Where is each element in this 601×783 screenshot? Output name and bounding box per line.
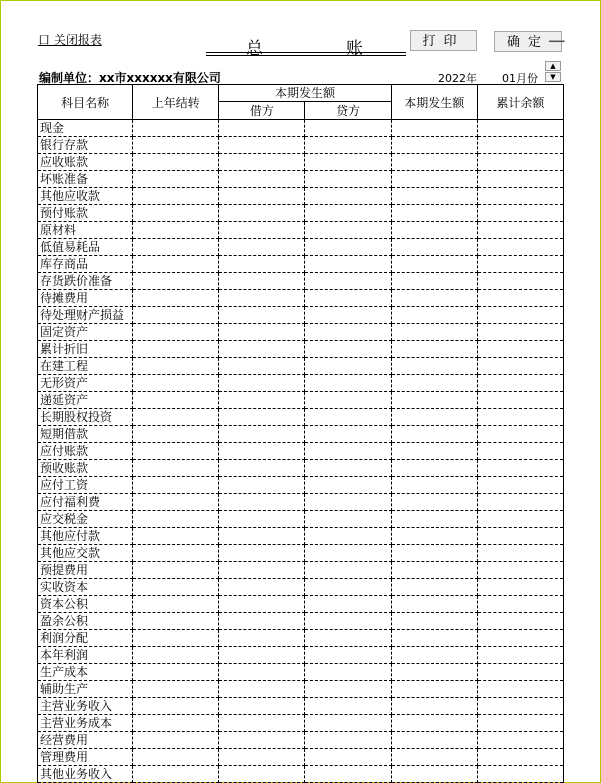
amount-cell[interactable] [219,511,305,528]
amount-cell[interactable] [477,341,563,358]
account-name-cell: 生产成本 [38,664,133,681]
col-header-accumulated: 累计余额 [477,85,563,120]
amount-cell[interactable] [391,545,477,562]
amount-cell[interactable] [133,307,219,324]
table-row [38,409,564,426]
account-name-cell: 资本公积 [38,596,133,613]
amount-cell[interactable] [133,494,219,511]
amount-cell[interactable] [391,154,477,171]
amount-cell[interactable] [305,732,391,749]
account-name-cell: 盈余公积 [38,613,133,630]
account-name-cell: 本年利润 [38,647,133,664]
amount-cell[interactable] [477,562,563,579]
amount-cell[interactable] [133,664,219,681]
amount-cell[interactable] [477,443,563,460]
amount-cell[interactable] [219,324,305,341]
amount-cell[interactable] [305,205,391,222]
table-row [38,698,564,715]
amount-cell[interactable] [305,562,391,579]
account-name-cell: 递延资产 [38,392,133,409]
amount-cell[interactable] [219,766,305,783]
account-name-cell: 实收资本 [38,579,133,596]
amount-cell[interactable] [477,290,563,307]
account-name-cell: 库存商品 [38,256,133,273]
amount-cell[interactable] [477,239,563,256]
account-name-cell: 应付福利费 [38,494,133,511]
amount-cell[interactable] [305,171,391,188]
amount-cell[interactable] [133,698,219,715]
amount-cell[interactable] [219,664,305,681]
amount-cell[interactable] [133,375,219,392]
table-row [38,596,564,613]
amount-cell[interactable] [391,596,477,613]
amount-cell[interactable] [391,630,477,647]
amount-cell[interactable] [477,307,563,324]
col-header-period-amount: 本期发生额 [391,85,477,120]
amount-cell[interactable] [391,494,477,511]
account-name-cell: 预提费用 [38,562,133,579]
amount-cell[interactable] [391,426,477,443]
amount-cell[interactable] [391,698,477,715]
month-up-icon[interactable]: ▲ [545,61,561,71]
amount-cell[interactable] [477,494,563,511]
print-button[interactable]: 打印 [410,30,477,51]
amount-cell[interactable] [305,154,391,171]
amount-cell[interactable] [391,562,477,579]
amount-cell[interactable] [305,664,391,681]
amount-cell[interactable] [133,715,219,732]
amount-cell[interactable] [219,528,305,545]
amount-cell[interactable] [305,698,391,715]
amount-cell[interactable] [477,273,563,290]
amount-cell[interactable] [391,749,477,766]
amount-cell[interactable] [391,579,477,596]
amount-cell[interactable] [133,120,219,137]
account-name-cell: 管理费用 [38,749,133,766]
col-header-period-activity: 本期发生额 [219,85,391,102]
amount-cell[interactable] [305,307,391,324]
table-row [38,528,564,545]
table-row [38,647,564,664]
account-name-cell: 其他应交款 [38,545,133,562]
account-name-cell: 坏账准备 [38,171,133,188]
amount-cell[interactable] [477,715,563,732]
amount-cell[interactable] [219,630,305,647]
amount-cell[interactable] [391,443,477,460]
amount-cell[interactable] [219,715,305,732]
amount-cell[interactable] [391,375,477,392]
amount-cell[interactable] [477,477,563,494]
amount-cell[interactable] [219,273,305,290]
amount-cell[interactable] [391,647,477,664]
amount-cell[interactable] [305,715,391,732]
account-name-cell: 无形资产 [38,375,133,392]
account-name-cell: 应付工资 [38,477,133,494]
amount-cell[interactable] [305,273,391,290]
amount-cell[interactable] [391,681,477,698]
confirm-button[interactable]: 确定 [494,31,562,52]
amount-cell[interactable] [133,596,219,613]
account-name-cell: 银行存款 [38,137,133,154]
amount-cell[interactable] [391,290,477,307]
amount-cell[interactable] [305,409,391,426]
table-row [38,613,564,630]
amount-cell[interactable] [219,239,305,256]
amount-cell[interactable] [305,494,391,511]
amount-cell[interactable] [219,154,305,171]
amount-cell[interactable] [477,358,563,375]
amount-cell[interactable] [477,120,563,137]
amount-cell[interactable] [133,613,219,630]
amount-cell[interactable] [477,205,563,222]
amount-cell[interactable] [219,749,305,766]
account-name-cell: 在建工程 [38,358,133,375]
amount-cell[interactable] [133,426,219,443]
table-row [38,766,564,783]
amount-cell[interactable] [219,596,305,613]
table-row [38,494,564,511]
amount-cell[interactable] [391,341,477,358]
amount-cell[interactable] [219,307,305,324]
col-header-credit: 贷方 [305,102,391,120]
amount-cell[interactable] [391,324,477,341]
amount-cell[interactable] [133,205,219,222]
title-underline-double [206,55,406,56]
amount-cell[interactable] [477,426,563,443]
account-name-cell: 利润分配 [38,630,133,647]
amount-cell[interactable] [133,324,219,341]
amount-cell[interactable] [477,647,563,664]
title-underline [206,52,406,53]
table-row [38,630,564,647]
amount-cell[interactable] [305,120,391,137]
amount-cell[interactable] [219,494,305,511]
table-row [38,579,564,596]
amount-cell[interactable] [133,188,219,205]
month-label: 01月份 [502,72,538,85]
table-row [38,358,564,375]
amount-cell[interactable] [133,681,219,698]
amount-cell[interactable] [219,562,305,579]
amount-cell[interactable] [477,392,563,409]
amount-cell[interactable] [391,460,477,477]
amount-cell[interactable] [133,358,219,375]
amount-cell[interactable] [305,477,391,494]
amount-cell[interactable] [219,460,305,477]
amount-cell[interactable] [477,154,563,171]
amount-cell[interactable] [391,222,477,239]
table-row [38,681,564,698]
table-row [38,324,564,341]
amount-cell[interactable] [305,239,391,256]
amount-cell[interactable] [219,171,305,188]
account-name-cell: 应收账款 [38,154,133,171]
amount-cell[interactable] [219,545,305,562]
amount-cell[interactable] [477,528,563,545]
table-row [38,256,564,273]
clipped-glyph: ▔▔ [549,42,565,53]
amount-cell[interactable] [133,239,219,256]
amount-cell[interactable] [477,698,563,715]
account-name-cell: 存货跌价准备 [38,273,133,290]
amount-cell[interactable] [477,596,563,613]
amount-cell[interactable] [133,290,219,307]
amount-cell[interactable] [305,596,391,613]
account-name-cell: 其他应付款 [38,528,133,545]
account-name-cell: 累计折旧 [38,341,133,358]
amount-cell[interactable] [305,256,391,273]
amount-cell[interactable] [133,460,219,477]
amount-cell[interactable] [477,681,563,698]
amount-cell[interactable] [305,613,391,630]
amount-cell[interactable] [391,477,477,494]
amount-cell[interactable] [477,545,563,562]
company-unit-label: 编制单位：xx市xxxxxx有限公司 [39,71,221,85]
amount-cell[interactable] [477,222,563,239]
amount-cell[interactable] [477,171,563,188]
amount-cell[interactable] [133,154,219,171]
amount-cell[interactable] [477,137,563,154]
amount-cell[interactable] [133,647,219,664]
amount-cell[interactable] [133,477,219,494]
amount-cell[interactable] [305,222,391,239]
amount-cell[interactable] [219,120,305,137]
ledger-table [37,84,564,783]
amount-cell[interactable] [391,511,477,528]
amount-cell[interactable] [305,426,391,443]
amount-cell[interactable] [477,188,563,205]
amount-cell[interactable] [477,409,563,426]
table-row [38,749,564,766]
amount-cell[interactable] [391,256,477,273]
amount-cell[interactable] [219,290,305,307]
amount-cell[interactable] [133,562,219,579]
amount-cell[interactable] [305,188,391,205]
amount-cell[interactable] [391,205,477,222]
amount-cell[interactable] [391,188,477,205]
amount-cell[interactable] [477,511,563,528]
col-header-subject: 科目名称 [38,85,133,120]
amount-cell[interactable] [219,341,305,358]
amount-cell[interactable] [133,222,219,239]
title-part-2: 账 [346,39,363,59]
amount-cell[interactable] [391,409,477,426]
amount-cell[interactable] [391,528,477,545]
amount-cell[interactable] [477,460,563,477]
amount-cell[interactable] [219,358,305,375]
amount-cell[interactable] [391,613,477,630]
amount-cell[interactable] [305,137,391,154]
amount-cell[interactable] [219,256,305,273]
table-row [38,664,564,681]
amount-cell[interactable] [133,630,219,647]
table-row [38,392,564,409]
amount-cell[interactable] [477,732,563,749]
amount-cell[interactable] [219,477,305,494]
account-name-cell: 待摊费用 [38,290,133,307]
amount-cell[interactable] [305,749,391,766]
amount-cell[interactable] [133,579,219,596]
amount-cell[interactable] [219,426,305,443]
table-row [38,290,564,307]
col-header-prev-balance: 上年结转 [133,85,219,120]
amount-cell[interactable] [219,647,305,664]
table-row [38,426,564,443]
amount-cell[interactable] [477,256,563,273]
account-name-cell: 其他应收款 [38,188,133,205]
table-row [38,443,564,460]
table-row [38,562,564,579]
amount-cell[interactable] [219,681,305,698]
table-row [38,511,564,528]
amount-cell[interactable] [133,256,219,273]
close-report-link[interactable]: 口 关闭报表 [38,33,102,47]
amount-cell[interactable] [133,392,219,409]
table-row [38,239,564,256]
table-row [38,273,564,290]
amount-cell[interactable] [219,698,305,715]
account-name-cell: 现金 [38,120,133,137]
amount-cell[interactable] [305,528,391,545]
amount-cell[interactable] [391,273,477,290]
amount-cell[interactable] [305,358,391,375]
amount-cell[interactable] [391,664,477,681]
amount-cell[interactable] [477,664,563,681]
amount-cell[interactable] [219,392,305,409]
account-name-cell: 应交税金 [38,511,133,528]
amount-cell[interactable] [305,460,391,477]
amount-cell[interactable] [133,511,219,528]
table-row [38,137,564,154]
amount-cell[interactable] [219,137,305,154]
amount-cell[interactable] [391,392,477,409]
ledger-body [38,120,564,783]
account-name-cell: 应付账款 [38,443,133,460]
table-row [38,341,564,358]
table-row [38,188,564,205]
table-row [38,715,564,732]
amount-cell[interactable] [477,375,563,392]
table-row [38,154,564,171]
amount-cell[interactable] [391,732,477,749]
amount-cell[interactable] [133,545,219,562]
amount-cell[interactable] [391,307,477,324]
table-row [38,375,564,392]
amount-cell[interactable] [305,545,391,562]
amount-cell[interactable] [305,766,391,783]
amount-cell[interactable] [219,375,305,392]
amount-cell[interactable] [133,273,219,290]
amount-cell[interactable] [391,715,477,732]
account-name-cell: 其他业务收入 [38,766,133,783]
amount-cell[interactable] [305,375,391,392]
table-row [38,222,564,239]
table-row [38,205,564,222]
amount-cell[interactable] [305,324,391,341]
title-part-1: 总 [246,39,264,59]
amount-cell[interactable] [133,341,219,358]
table-row [38,732,564,749]
account-name-cell: 预收账款 [38,460,133,477]
account-name-cell: 主营业务成本 [38,715,133,732]
table-row [38,120,564,137]
amount-cell[interactable] [477,766,563,783]
amount-cell[interactable] [477,749,563,766]
amount-cell[interactable] [133,528,219,545]
amount-cell[interactable] [133,171,219,188]
table-row [38,477,564,494]
amount-cell[interactable] [477,613,563,630]
amount-cell[interactable] [133,137,219,154]
amount-cell[interactable] [219,188,305,205]
amount-cell[interactable] [133,766,219,783]
amount-cell[interactable] [305,511,391,528]
amount-cell[interactable] [133,749,219,766]
amount-cell[interactable] [219,409,305,426]
account-name-cell: 原材料 [38,222,133,239]
amount-cell[interactable] [133,443,219,460]
amount-cell[interactable] [305,290,391,307]
amount-cell[interactable] [391,358,477,375]
amount-cell[interactable] [477,630,563,647]
amount-cell[interactable] [305,681,391,698]
amount-cell[interactable] [219,579,305,596]
account-name-cell: 低值易耗品 [38,239,133,256]
amount-cell[interactable] [391,137,477,154]
year-label: 2022年 [438,72,477,85]
amount-cell[interactable] [219,205,305,222]
table-row [38,545,564,562]
amount-cell[interactable] [219,732,305,749]
amount-cell[interactable] [391,766,477,783]
page-title [206,34,406,59]
month-down-icon[interactable]: ▼ [545,72,561,82]
amount-cell[interactable] [133,409,219,426]
amount-cell[interactable] [305,579,391,596]
table-row [38,460,564,477]
table-row [38,307,564,324]
amount-cell[interactable] [219,443,305,460]
account-name-cell: 经营费用 [38,732,133,749]
account-name-cell: 待处理财产损益 [38,307,133,324]
amount-cell[interactable] [305,630,391,647]
amount-cell[interactable] [305,341,391,358]
table-row [38,171,564,188]
amount-cell[interactable] [305,647,391,664]
account-name-cell: 预付账款 [38,205,133,222]
amount-cell[interactable] [305,392,391,409]
account-name-cell: 固定资产 [38,324,133,341]
account-name-cell: 主营业务收入 [38,698,133,715]
amount-cell[interactable] [391,171,477,188]
account-name-cell: 长期股权投资 [38,409,133,426]
account-name-cell: 辅助生产 [38,681,133,698]
amount-cell[interactable] [305,443,391,460]
amount-cell[interactable] [391,120,477,137]
amount-cell[interactable] [133,732,219,749]
amount-cell[interactable] [219,613,305,630]
amount-cell[interactable] [477,579,563,596]
amount-cell[interactable] [477,324,563,341]
account-name-cell: 短期借款 [38,426,133,443]
amount-cell[interactable] [391,239,477,256]
amount-cell[interactable] [219,222,305,239]
col-header-debit: 借方 [219,102,305,120]
